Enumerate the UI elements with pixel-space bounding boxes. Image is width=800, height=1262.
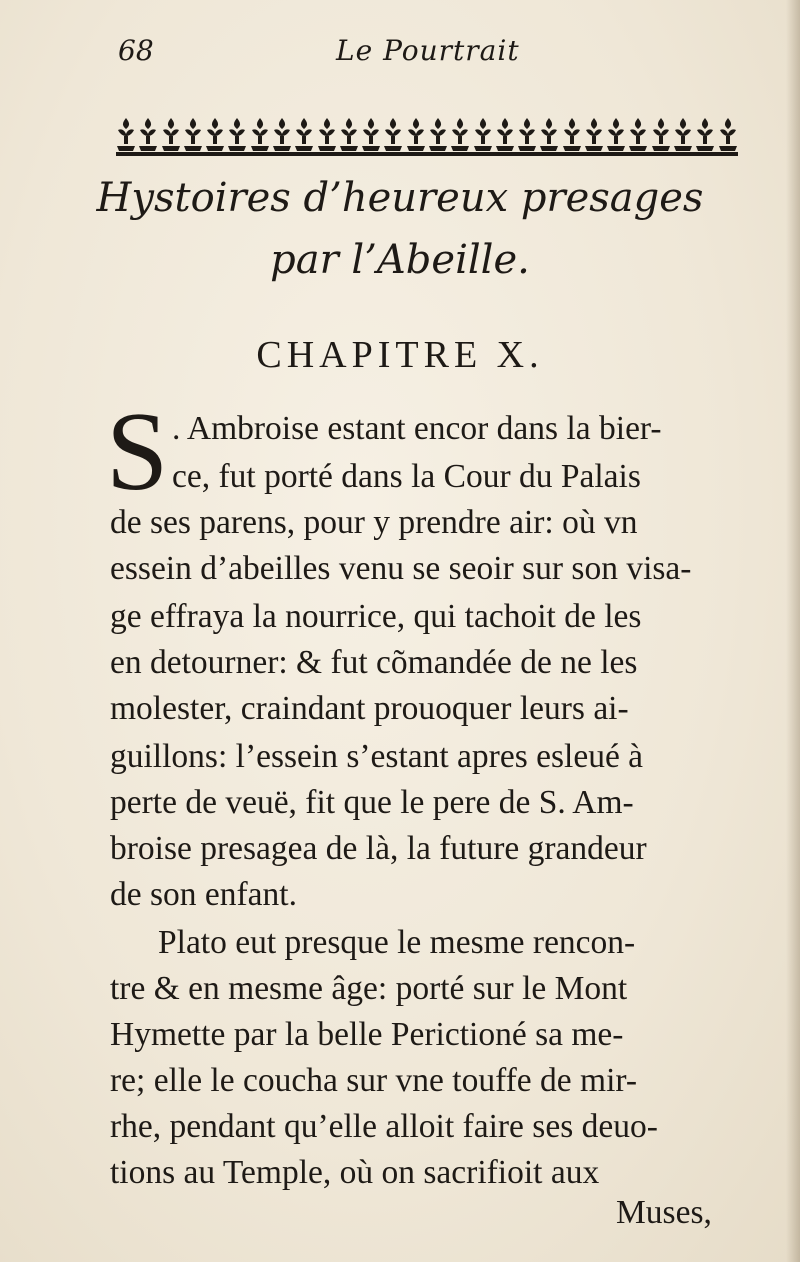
text-line: ce, fut porté dans la Cour du Palais xyxy=(172,458,641,495)
fleuron-icon xyxy=(428,116,448,152)
fleuron-icon xyxy=(250,116,270,152)
section-title-line-1: Hystoires d’heureux presages xyxy=(96,175,704,221)
page-edge-shadow xyxy=(786,0,800,1262)
text-line: Hymette par la belle Perictioné sa me- xyxy=(110,1016,624,1053)
fleuron-icon xyxy=(673,116,693,152)
text-line: Plato eut presque le mesme rencon- xyxy=(158,924,636,961)
chapter-heading: CHAPITRE X. xyxy=(256,334,544,376)
text-line: rhe, pendant qu’elle alloit faire ses deuo- xyxy=(110,1108,658,1145)
fleuron-icon xyxy=(695,116,715,152)
fleuron-band-icon xyxy=(116,102,738,156)
fleuron-icon xyxy=(183,116,203,152)
text-line: ge effraya la nourrice, qui tachoit de les xyxy=(110,598,642,635)
text-line: guillons: l’essein s’estant apres esleué à xyxy=(110,738,644,775)
fleuron-icon xyxy=(562,116,582,152)
text-line: broise presagea de là, la future grandeur xyxy=(110,830,647,867)
text-line: re; elle le coucha sur vne touffe de mir- xyxy=(110,1062,638,1099)
fleuron-icon xyxy=(517,116,537,152)
fleuron-icon xyxy=(116,116,136,152)
text-line: molester, craindant prouoquer leurs ai- xyxy=(110,690,629,727)
fleuron-icon xyxy=(651,116,671,152)
fleuron-icon xyxy=(272,116,292,152)
running-title: Le Pourtrait xyxy=(336,34,520,67)
fleuron-icon xyxy=(361,116,381,152)
fleuron-icon xyxy=(406,116,426,152)
fleuron-icon xyxy=(161,116,181,152)
fleuron-icon xyxy=(628,116,648,152)
text-line: essein d’abeilles venu se seoir sur son visa- xyxy=(110,550,692,587)
text-line: tions au Temple, où on sacrifioit aux xyxy=(110,1154,600,1191)
drop-cap: S xyxy=(106,390,169,514)
fleuron-icon xyxy=(383,116,403,152)
page-header xyxy=(118,34,678,78)
fleuron-icon xyxy=(339,116,359,152)
text-line: de son enfant. xyxy=(110,876,297,913)
text-line: de ses parens, pour y prendre air: où vn xyxy=(110,504,638,541)
catchword: Muses, xyxy=(616,1194,712,1231)
section-title-line-2: par l’Abeille. xyxy=(270,237,530,283)
fleuron-icon xyxy=(606,116,626,152)
fleuron-icon xyxy=(539,116,559,152)
text-line: tre & en mesme âge: porté sur le Mont xyxy=(110,970,628,1007)
text-line: en detourner: & fut cõmandée de ne les xyxy=(110,644,638,681)
fleuron-icon xyxy=(294,116,314,152)
fleuron-icon xyxy=(205,116,225,152)
text-line: . Ambroise estant encor dans la bier- xyxy=(172,410,662,447)
fleuron-icon xyxy=(450,116,470,152)
text-line: perte de veuë, fit que le pere de S. Am- xyxy=(110,784,634,821)
fleuron-icon xyxy=(495,116,515,152)
fleuron-icon xyxy=(317,116,337,152)
fleuron-icon xyxy=(718,116,738,152)
fleuron-icon xyxy=(473,116,493,152)
fleuron-icon xyxy=(227,116,247,152)
fleuron-icon xyxy=(138,116,158,152)
fleuron-icon xyxy=(584,116,604,152)
page-number: 68 xyxy=(118,34,154,67)
